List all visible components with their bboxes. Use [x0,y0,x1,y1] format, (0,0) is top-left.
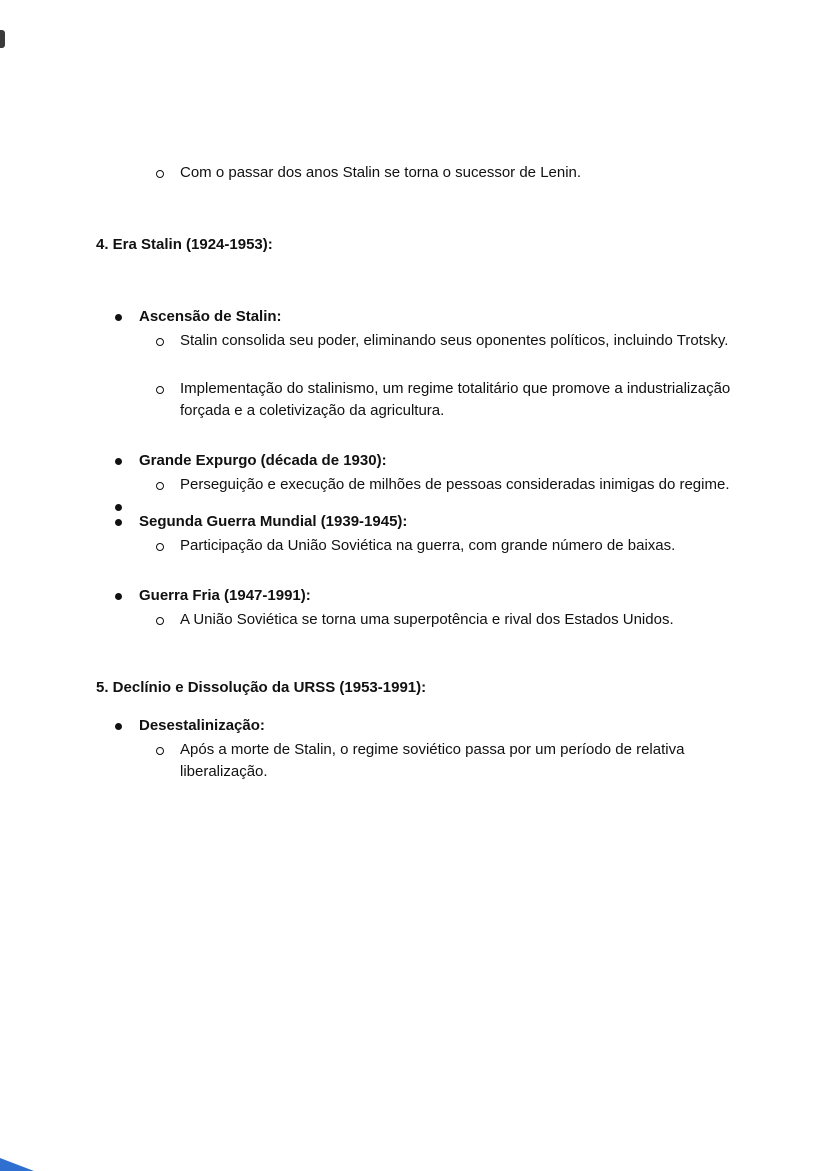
marker-cell [115,450,139,465]
list-item [96,585,748,607]
filled-bullet-icon [115,504,122,511]
hollow-bullet-icon [156,747,164,755]
marker-cell [156,609,180,625]
list-item-text: Participação da União Soviética na guerra, com grande número de baixas. [180,537,676,554]
marker-cell [156,474,180,490]
list-item-text: Grande Expurgo (década de 1930): [139,452,387,469]
scan-edge-mark [0,30,5,48]
hollow-bullet-icon [156,338,164,346]
list-item-text: Perseguição e execução de milhões de pessoas consideradas inimigas do regime. [180,476,730,493]
list-item [96,450,748,472]
marker-cell [115,511,139,526]
section-heading: 5. Declínio e Dissolução da URSS (1953-1991): [96,679,427,696]
list-item-text: Implementação do stalinismo, um regime totalitário que promove a industrialização forçada e a coletivização da agricultura. [180,380,731,419]
list-item [96,162,748,184]
filled-bullet-icon [115,593,122,600]
hollow-bullet-icon [156,543,164,551]
list-item-text: Segunda Guerra Mundial (1939-1945): [139,513,408,530]
marker-cell [156,378,180,394]
filled-bullet-icon [115,519,122,526]
list-item-text: Ascensão de Stalin: [139,308,282,325]
list-item [96,715,748,737]
list-item-text: A União Soviética se torna uma superpotência e rival dos Estados Unidos. [180,611,674,628]
marker-cell [115,496,139,511]
list-item [96,378,748,422]
list-item-text: Guerra Fria (1947-1991): [139,587,311,604]
list-item [96,330,748,352]
list-item [96,609,748,631]
list-item-text: Desestalinização: [139,717,265,734]
hollow-bullet-icon [156,170,164,178]
filled-bullet-icon [115,723,122,730]
filled-bullet-icon [115,314,122,321]
marker-cell [115,306,139,321]
list-item [96,474,748,496]
marker-cell [156,739,180,755]
hollow-bullet-icon [156,386,164,394]
marker-cell [115,585,139,600]
list-item-text: Com o passar dos anos Stalin se torna o sucessor de Lenin. [180,164,582,181]
marker-cell [156,162,180,178]
marker-cell [156,535,180,551]
list-item-text: Após a morte de Stalin, o regime soviético passa por um período de relativa liberalização. [180,741,685,780]
marker-cell [115,715,139,730]
list-item-empty [96,496,748,511]
section-heading: 4. Era Stalin (1924-1953): [96,236,273,253]
hollow-bullet-icon [156,617,164,625]
list-item [96,306,748,328]
hollow-bullet-icon [156,482,164,490]
list-item-text: Stalin consolida seu poder, eliminando seus oponentes políticos, incluindo Trotsky. [180,332,729,349]
marker-cell [156,330,180,346]
page-corner-mark [0,1158,34,1171]
list-item [96,535,748,557]
list-item [96,739,748,783]
filled-bullet-icon [115,458,122,465]
list-item [96,511,748,533]
